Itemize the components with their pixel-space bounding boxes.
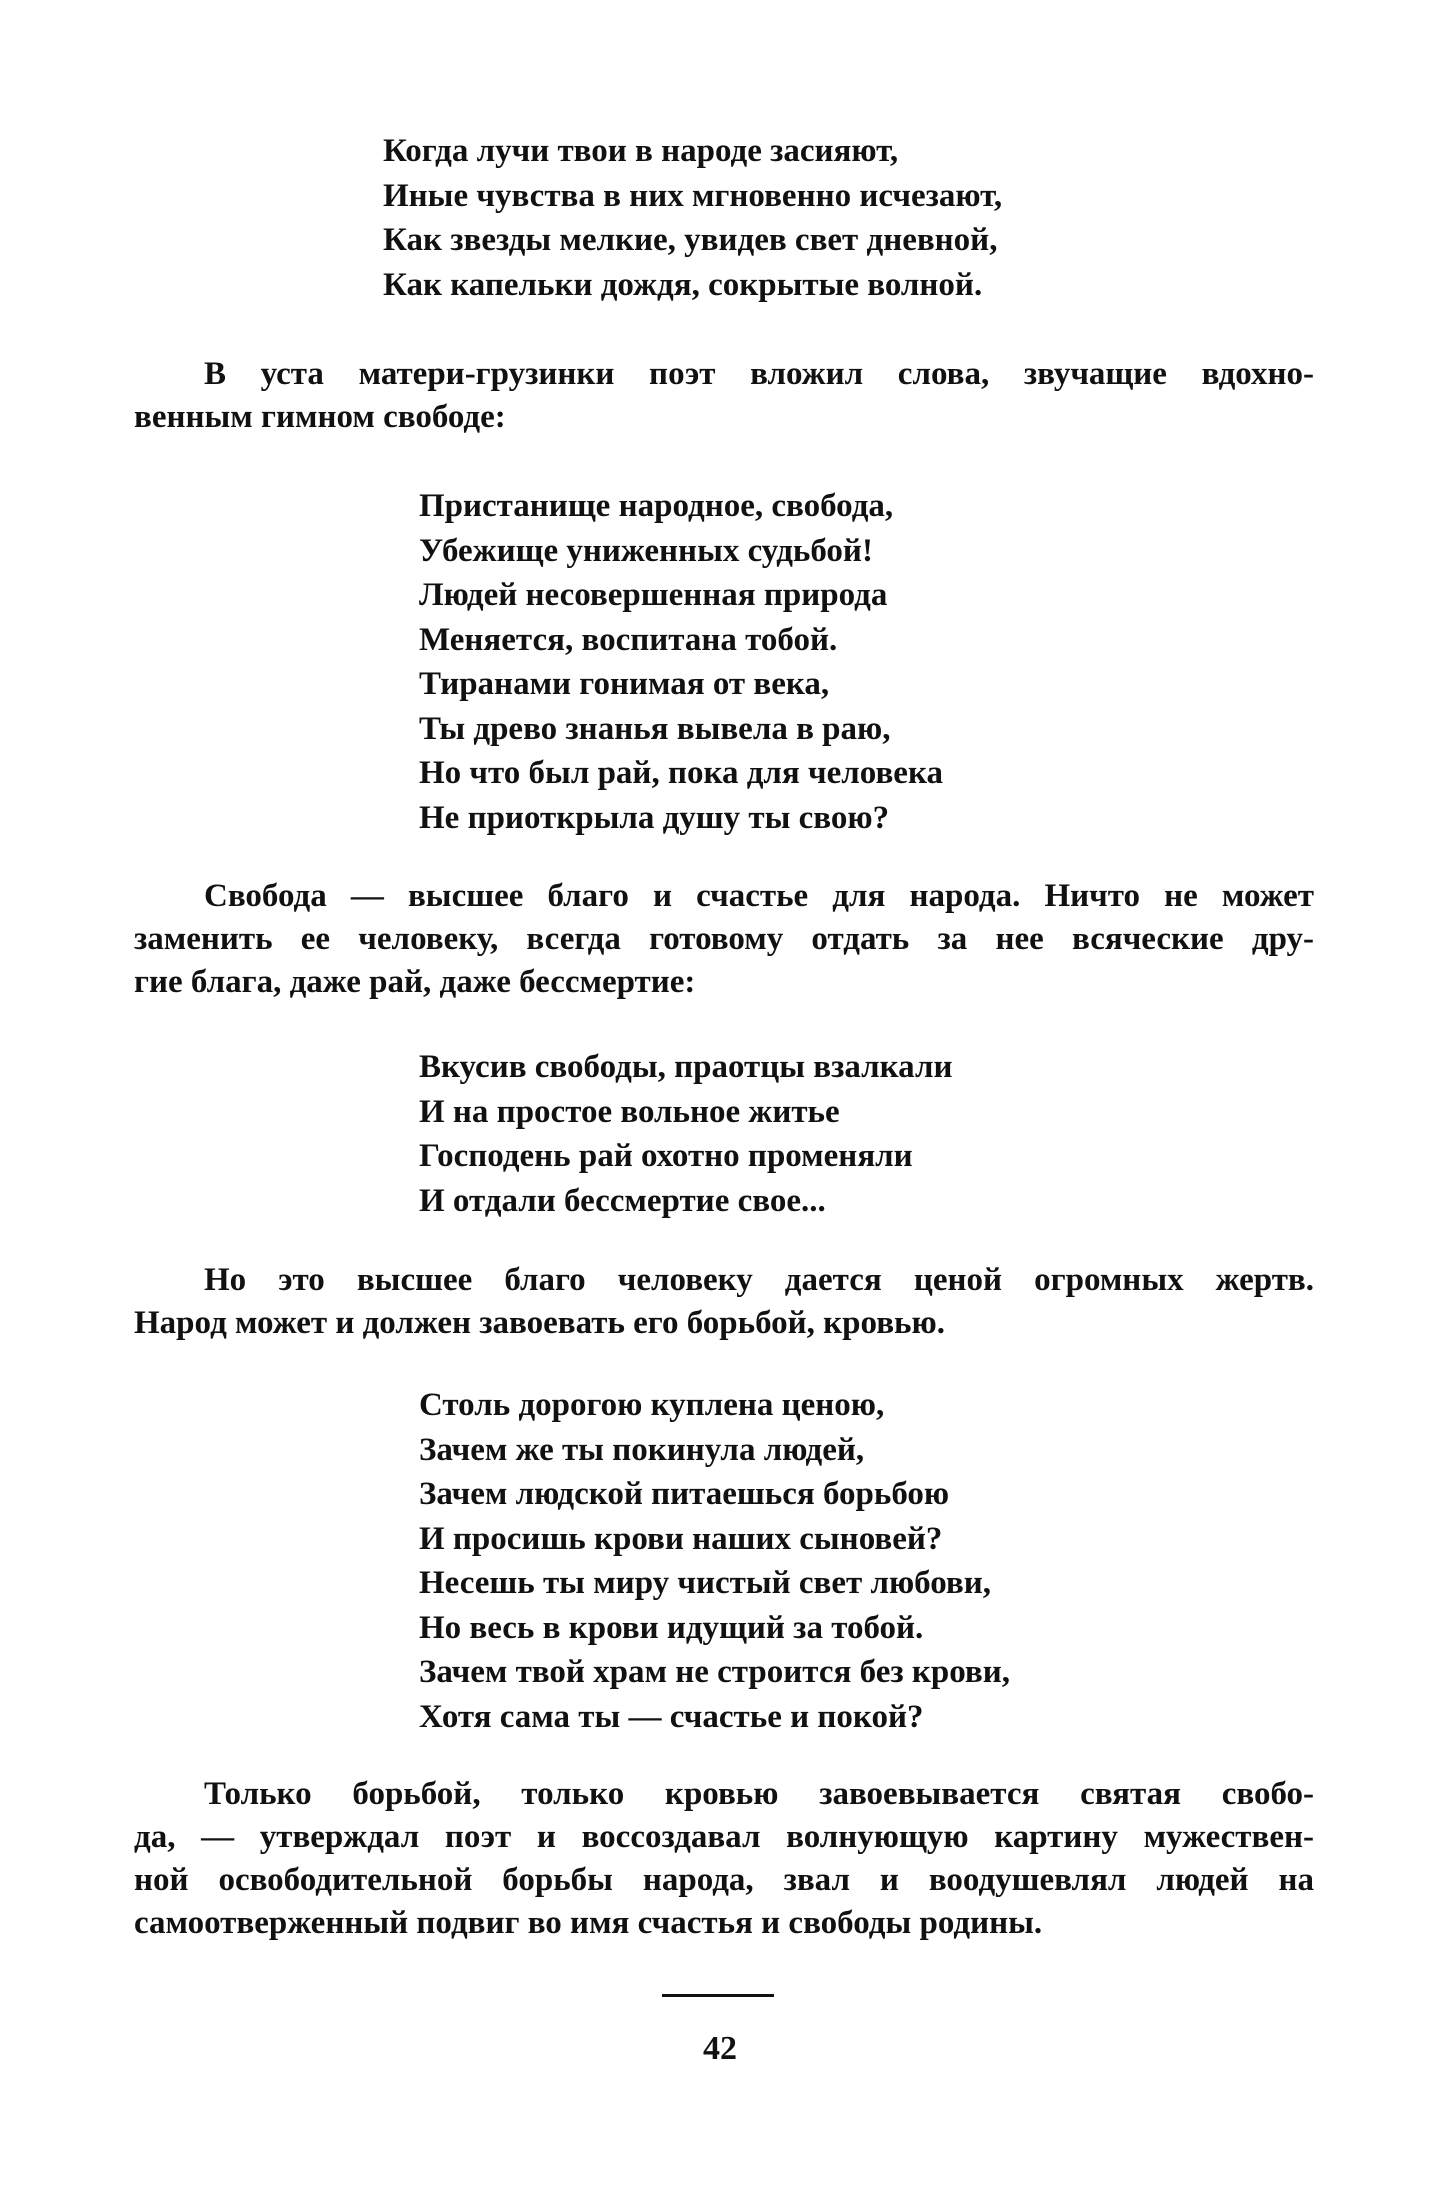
verse-line: Несешь ты миру чистый свет любови, (419, 1565, 992, 1601)
paragraph-line: Но это высшее благо человеку дается ценой огромных жертв. (204, 1262, 1314, 1298)
paragraph-line: да, — утверждал поэт и воссоздавал волнующую картину мужествен- (134, 1819, 1314, 1855)
verse-line: Как звезды мелкие, увидев свет дневной, (383, 222, 998, 258)
paragraph-line: заменить ее человеку, всегда готовому отдать за нее всяческие дру- (134, 921, 1314, 957)
verse-line: Тиранами гонимая от века, (419, 666, 830, 702)
verse-stanza-2 (419, 484, 943, 840)
verse-stanza-4 (419, 1383, 1010, 1739)
verse-line: Убежище униженных судьбой! (419, 532, 873, 569)
paragraph-line: гие блага, даже рай, даже бессмертие: (134, 964, 696, 1000)
verse-line: Пристанище народное, свобода, (419, 488, 894, 524)
page-number: 42 (703, 2030, 737, 2067)
verse-stanza-1 (383, 129, 1002, 307)
verse-line: И на простое вольное житье (419, 1093, 840, 1130)
verse-line: Господень рай охотно променяли (419, 1138, 913, 1174)
verse-line: Как капельки дождя, сокрытые волной. (383, 266, 983, 303)
paragraph-line: Свобода — высшее благо и счастье для народа. Ничто не может (204, 878, 1314, 914)
paragraph-2 (134, 875, 1314, 1004)
verse-line: И просишь крови наших сыновей? (419, 1520, 943, 1557)
paragraph-line: Народ может и должен завоевать его борьбой, кровью. (134, 1305, 945, 1341)
verse-line: Но весь в крови идущий за тобой. (419, 1609, 924, 1646)
paragraph-3 (134, 1259, 1314, 1345)
verse-line: Зачем же ты покинула людей, (419, 1431, 865, 1468)
verse-line: Зачем людской питаешься борьбою (419, 1476, 950, 1512)
verse-stanza-3 (419, 1045, 952, 1223)
verse-line: Меняется, воспитана тобой. (419, 621, 838, 658)
verse-line: Хотя сама ты — счастье и покой? (419, 1698, 924, 1735)
verse-line: Но что был рай, пока для человека (419, 755, 943, 791)
paragraph-line: Только борьбой, только кровью завоевывается святая свобо- (204, 1776, 1314, 1812)
paragraph-line: В уста матери-грузинки поэт вложил слова, звучащие вдохно- (204, 356, 1314, 392)
paragraph-line: самоотверженный подвиг во имя счастья и свободы родины. (134, 1905, 1043, 1941)
footer-divider (662, 1994, 774, 1997)
verse-line: Людей несовершенная природа (419, 577, 888, 613)
verse-line: И отдали бессмертие свое... (419, 1182, 826, 1219)
verse-line: Зачем твой храм не строится без крови, (419, 1654, 1010, 1690)
verse-line: Не приоткрыла душу ты свою? (419, 799, 890, 836)
paragraph-1 (134, 353, 1314, 439)
verse-line: Вкусив свободы, праотцы взалкали (419, 1049, 953, 1085)
verse-line: Когда лучи твои в народе засияют, (383, 133, 899, 169)
paragraph-4 (134, 1773, 1314, 1945)
paragraph-line: венным гимном свободе: (134, 399, 506, 435)
paragraph-line: ной освободительной борьбы народа, звал и воодушевлял людей на (134, 1862, 1314, 1898)
verse-line: Столь дорогою куплена ценою, (419, 1387, 885, 1423)
verse-line: Иные чувства в них мгновенно исчезают, (383, 177, 1003, 214)
verse-line: Ты древо знанья вывела в раю, (419, 710, 891, 747)
